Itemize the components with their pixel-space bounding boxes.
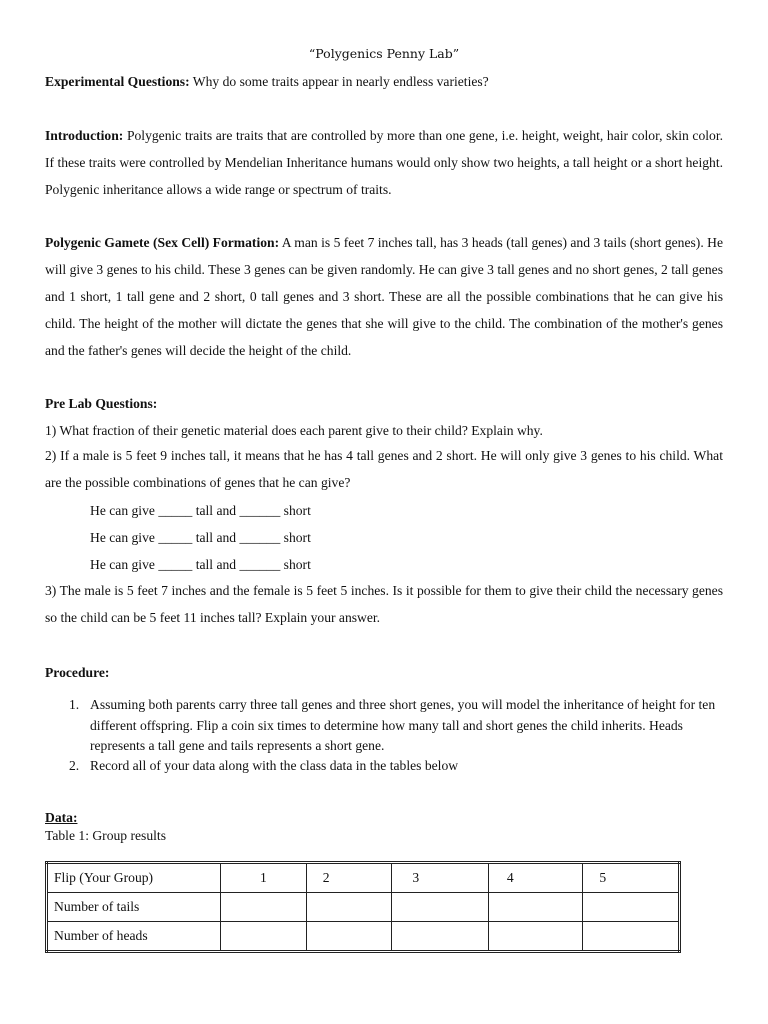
table-row: [47, 922, 680, 952]
table-cell[interactable]: [488, 922, 583, 952]
introduction-text: Polygenic traits are traits that are controlled by more than one gene, i.e. height, weight, hair color, skin color. If these traits were controlled by Mendelian Inheritance humans would only show two heights, a tall height or a short height. Polygenic inheritance allows a wide range or spectrum of traits.: [45, 128, 724, 197]
introduction-label: Introduction:: [45, 128, 124, 143]
experimental-label: Experimental Questions:: [45, 74, 190, 89]
prelab-blank-line-3: He can give _____ tall and ______ short: [90, 557, 311, 572]
procedure-step-number: 2.: [69, 758, 80, 773]
table-header-cell: 1: [221, 863, 307, 893]
table-caption: Table 1: Group results: [45, 828, 166, 843]
procedure-step-text: Assuming both parents carry three tall genes and three short genes, you will model the inheritance of height for ten different offspring. Flip a coin six times to determine how many tall and short genes the child inherits. Heads represents a tall gene and tails represents a short gene.: [90, 697, 716, 753]
prelab-heading: Pre Lab Questions:: [45, 396, 158, 411]
procedure-step-text: Record all of your data along with the class data in the tables below: [90, 758, 459, 773]
table-cell[interactable]: [583, 893, 680, 922]
table-cell[interactable]: [392, 893, 489, 922]
table-row-label: Number of tails: [47, 893, 221, 922]
data-heading: Data:: [45, 810, 78, 825]
procedure-step: [69, 756, 723, 777]
table-cell[interactable]: [221, 922, 307, 952]
prelab-blank-line-1: He can give _____ tall and ______ short: [90, 503, 311, 518]
table-header-cell: Flip (Your Group): [47, 863, 221, 893]
table-cell[interactable]: [583, 922, 680, 952]
group-results-table: [45, 861, 681, 953]
table-header-cell: 2: [306, 863, 392, 893]
table-cell[interactable]: [306, 922, 392, 952]
experimental-text: Why do some traits appear in nearly endless varieties?: [189, 74, 489, 89]
prelab-question-2: 2) If a male is 5 feet 9 inches tall, it means that he has 4 tall genes and 2 short. He will only give 3 genes to his child. What are the possible combinations of genes that he can give?: [45, 448, 723, 490]
procedure-heading: Procedure:: [45, 665, 110, 680]
table-header-cell: 5: [583, 863, 680, 893]
table-cell[interactable]: [221, 893, 307, 922]
table-cell[interactable]: [306, 893, 392, 922]
gamete-label: Polygenic Gamete (Sex Cell) Formation:: [45, 235, 280, 250]
experimental-questions: [45, 74, 489, 90]
prelab-question-3: 3) The male is 5 feet 7 inches and the female is 5 feet 5 inches. Is it possible for them to give their child the necessary genes so the child can be 5 feet 11 inches tall? Explain your answer.: [45, 583, 723, 625]
prelab-question-1: 1) What fraction of their genetic material does each parent give to their child? Explain why.: [45, 423, 543, 438]
prelab-blank-line-2: He can give _____ tall and ______ short: [90, 530, 311, 545]
table-row: [47, 893, 680, 922]
gamete-paragraph: [45, 229, 723, 364]
table-header-cell: 4: [488, 863, 583, 893]
table-header-cell: 3: [392, 863, 489, 893]
table-cell[interactable]: [488, 893, 583, 922]
table-row-label: Number of heads: [47, 922, 221, 952]
document-title: “Polygenics Penny Lab”: [308, 46, 460, 61]
gamete-text: A man is 5 feet 7 inches tall, has 3 heads (tall genes) and 3 tails (short genes). He will give 3 genes to his child. These 3 genes can be given randomly. He can give 3 tall genes and no short genes, 2 tall genes and 1 short, 1 tall gene and 2 short, 0 tall genes and 3 short. These are all the possible combinations that he can give his child. The height of the mother will dictate the genes that she will give to the child. The combination of the mother's genes and the father's genes will decide the height of the child.: [45, 235, 723, 358]
procedure-step-number: 1.: [69, 697, 80, 712]
table-header-row: [47, 863, 680, 893]
procedure-step: [69, 695, 723, 757]
table-cell[interactable]: [392, 922, 489, 952]
introduction-paragraph: [45, 122, 723, 203]
